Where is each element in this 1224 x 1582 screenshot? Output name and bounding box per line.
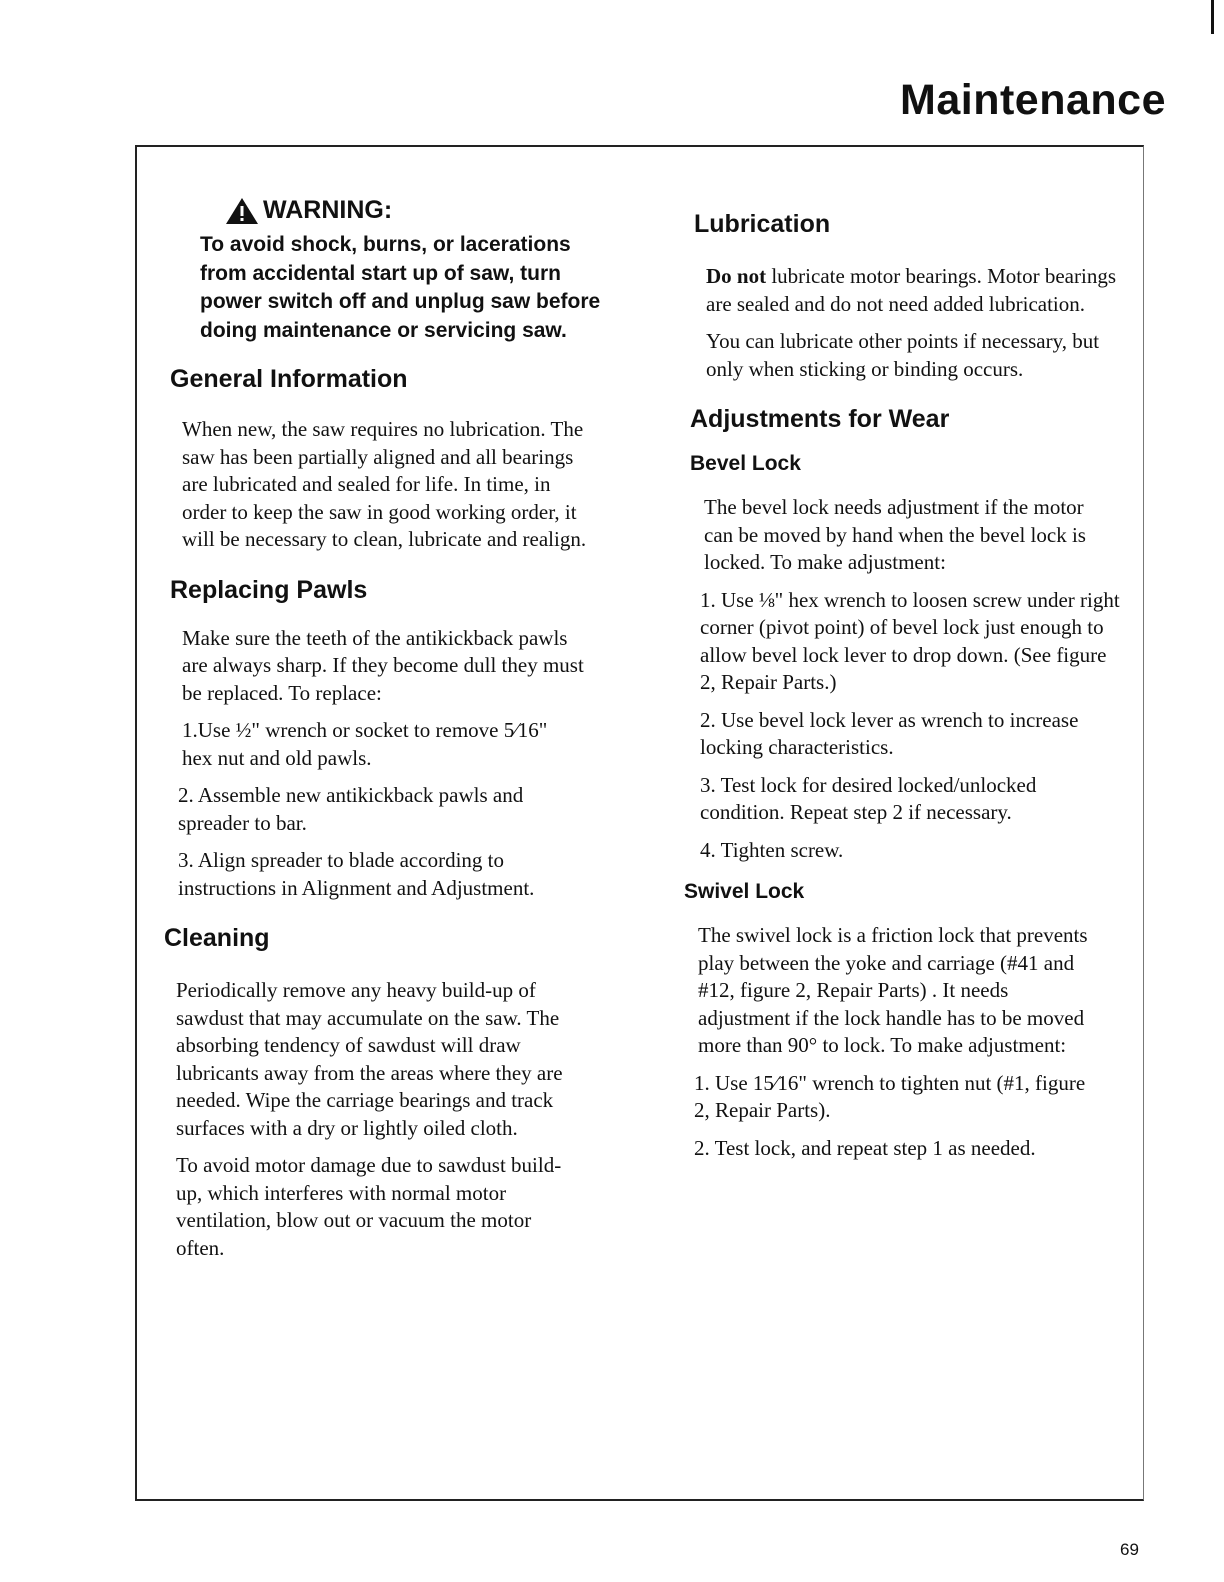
page-number: 69 bbox=[1120, 1540, 1139, 1559]
edge-mark bbox=[1211, 0, 1214, 34]
replacing-pawls-intro: Make sure the teeth of the antikickback pawls are always sharp. If they become dull they must be replaced. To replace: bbox=[182, 625, 584, 705]
warning-label: WARNING: bbox=[263, 196, 393, 224]
cleaning-heading: Cleaning bbox=[164, 924, 270, 952]
replacing-pawls-step-1: 1.Use ½" wrench or socket to remove 5⁄16" hex nut and old pawls. bbox=[182, 718, 548, 770]
left-column bbox=[164, 196, 610, 1262]
bevel-lock-step-4: 4. Tighten screw. bbox=[700, 837, 844, 862]
adjustments-heading: Adjustments for Wear bbox=[690, 405, 950, 433]
replacing-pawls-heading: Replacing Pawls bbox=[170, 575, 368, 604]
cleaning-paragraph-1: Periodically remove any heavy build-up of sawdust that may accumulate on the saw. The absorbing tendency of sawdust will draw lubricants away from the areas where they are needed. Wipe the carriage bearings and track surfaces with a dry or lightly oiled cloth. bbox=[176, 978, 563, 1140]
lubrication-emphasis: Do not bbox=[706, 264, 767, 288]
page-title: Maintenance bbox=[900, 76, 1166, 124]
bevel-lock-intro: The bevel lock needs adjustment if the motor can be moved by hand when the bevel lock is locked. To make adjustment: bbox=[704, 495, 1086, 574]
right-column bbox=[684, 210, 1120, 1162]
swivel-lock-intro: The swivel lock is a friction lock that prevents play between the yoke and carriage (#41 and #12, figure 2, Repair Parts) . It needs adjustment if the lock handle has to be moved more than 90° to lock. To make adjustment: bbox=[698, 923, 1088, 1057]
lubrication-text bbox=[706, 263, 1116, 318]
warning-triangle-icon bbox=[225, 197, 259, 225]
lubrication-text-rest: lubricate motor bearings. Motor bearings are sealed and do not need added lubrication. bbox=[706, 264, 1116, 316]
bevel-lock-heading: Bevel Lock bbox=[690, 452, 801, 475]
swivel-lock-step-2: 2. Test lock, and repeat step 1 as needed. bbox=[694, 1135, 1036, 1160]
replacing-pawls-step-3: 3. Align spreader to blade according to instructions in Alignment and Adjustment. bbox=[178, 848, 535, 900]
bevel-lock-step-1: 1. Use ⅛" hex wrench to loosen screw under right corner (pivot point) of bevel lock just enough to allow bevel lock lever to drop down. (See figure 2, Repair Parts.) bbox=[700, 587, 1120, 694]
swivel-lock-heading: Swivel Lock bbox=[684, 880, 805, 903]
warning-heading bbox=[225, 196, 610, 225]
general-information-heading: General Information bbox=[170, 365, 408, 393]
swivel-lock-step-1: 1. Use 15⁄16" wrench to tighten nut (#1, figure 2, Repair Parts). bbox=[694, 1070, 1086, 1122]
lubrication-paragraph-2: You can lubricate other points if necessary, but only when sticking or binding occurs. bbox=[706, 329, 1100, 381]
bevel-lock-step-3: 3. Test lock for desired locked/unlocked condition. Repeat step 2 if necessary. bbox=[700, 772, 1037, 824]
replacing-pawls-step-2: 2. Assemble new antikickback pawls and spreader to bar. bbox=[178, 783, 524, 835]
general-information-text: When new, the saw requires no lubrication. The saw has been partially aligned and all bearings are lubricated and sealed for life. In time, in order to keep the saw in good working order, it will be necessary to clean, lubricate and realign. bbox=[182, 417, 587, 551]
lubrication-heading: Lubrication bbox=[694, 210, 831, 238]
warning-text: To avoid shock, burns, or lacerations from accidental start up of saw, turn power switch off and unplug saw before doing maintenance or servicing saw. bbox=[200, 233, 601, 342]
cleaning-paragraph-2: To avoid motor damage due to sawdust build-up, which interferes with normal motor ventilation, blow out or vacuum the motor often. bbox=[176, 1153, 562, 1260]
bevel-lock-step-2: 2. Use bevel lock lever as wrench to increase locking characteristics. bbox=[700, 707, 1079, 759]
